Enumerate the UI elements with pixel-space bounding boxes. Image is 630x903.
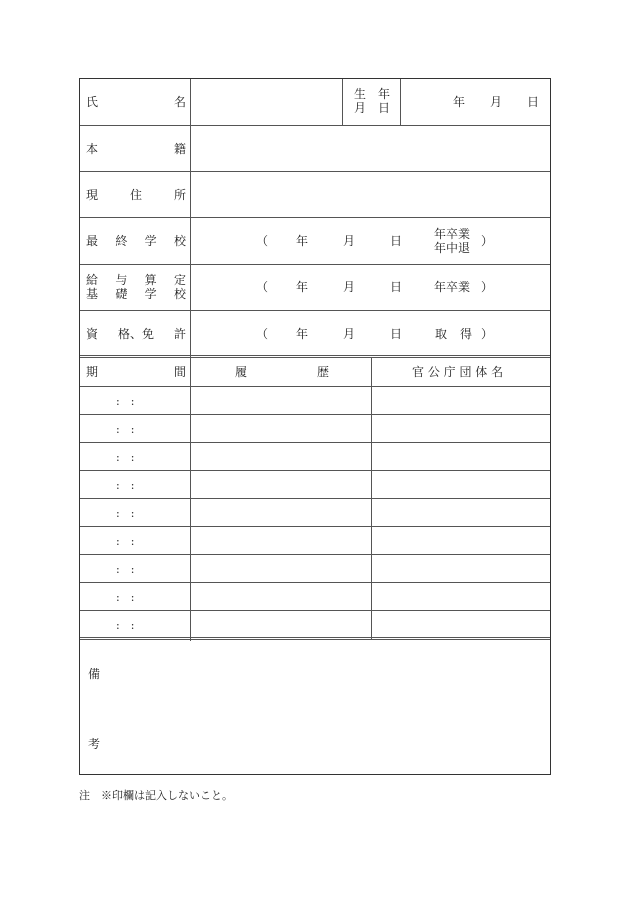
day-unit: 日 bbox=[390, 234, 403, 248]
history-row-period[interactable]: : : bbox=[116, 563, 135, 576]
footnote: 注 ※印欄は記入しないこと。 bbox=[79, 789, 233, 802]
license-label bbox=[86, 327, 186, 341]
close-paren: ） bbox=[481, 234, 494, 248]
label-char: 名 bbox=[173, 95, 186, 109]
birth-label bbox=[354, 87, 390, 115]
label-char: 校 bbox=[173, 234, 186, 248]
birth-day-unit: 日 bbox=[527, 95, 540, 109]
history-row-period[interactable]: : : bbox=[116, 451, 135, 464]
label-char: 氏 bbox=[86, 95, 99, 109]
name-label bbox=[86, 95, 186, 109]
day-unit: 日 bbox=[390, 280, 403, 294]
birth-year-unit: 年 bbox=[453, 95, 466, 109]
graduated-option: 年卒業 bbox=[434, 227, 471, 241]
history-row-period[interactable]: : : bbox=[116, 619, 135, 632]
label-char: 算 bbox=[144, 273, 157, 287]
close-paren: ） bbox=[481, 327, 494, 341]
close-paren: ） bbox=[481, 280, 494, 294]
label-char: 所 bbox=[173, 188, 186, 202]
section-divider bbox=[80, 355, 550, 358]
label-char: 本 bbox=[86, 142, 99, 156]
row-divider bbox=[80, 554, 550, 555]
label-char: 最 bbox=[86, 234, 99, 248]
row-divider bbox=[80, 470, 550, 471]
row-divider bbox=[80, 610, 550, 611]
history-office-header: 官 公 庁 団 体 名 bbox=[412, 365, 504, 379]
label-char: 基 bbox=[86, 287, 99, 301]
month-unit: 月 bbox=[343, 280, 356, 294]
open-paren: （ bbox=[256, 234, 269, 248]
history-career-header: 歴 bbox=[317, 365, 330, 379]
dropped-out-option: 年中退 bbox=[434, 241, 471, 255]
domicile-label bbox=[86, 142, 186, 156]
row-divider bbox=[80, 264, 550, 265]
acquired-char: 取 bbox=[435, 327, 448, 341]
name-field[interactable] bbox=[190, 79, 342, 125]
history-row-period[interactable]: : : bbox=[116, 507, 135, 520]
birth-label-divider bbox=[342, 79, 343, 125]
row-divider bbox=[80, 217, 550, 218]
domicile-field[interactable] bbox=[190, 125, 552, 171]
month-unit: 月 bbox=[343, 234, 356, 248]
graduated-option: 年卒業 bbox=[434, 280, 471, 294]
birth-label-line: 月 日 bbox=[354, 101, 391, 115]
history-row-period[interactable]: : : bbox=[116, 395, 135, 408]
remarks-label: 備 bbox=[88, 667, 101, 681]
label-char: 期 bbox=[86, 365, 99, 379]
history-period-header bbox=[86, 365, 186, 379]
birth-value-divider bbox=[400, 79, 401, 125]
label-char: 格、免 bbox=[117, 327, 154, 341]
day-unit: 日 bbox=[390, 327, 403, 341]
label-char: 許 bbox=[173, 327, 186, 341]
open-paren: （ bbox=[256, 280, 269, 294]
birth-label-line: 生 年 bbox=[354, 87, 391, 101]
birth-month-unit: 月 bbox=[490, 95, 503, 109]
label-char: 住 bbox=[129, 188, 142, 202]
row-divider bbox=[80, 526, 550, 527]
final-school-label bbox=[86, 234, 186, 248]
address-field[interactable] bbox=[190, 171, 552, 217]
year-unit: 年 bbox=[296, 280, 309, 294]
label-char: 校 bbox=[173, 287, 186, 301]
acquired-char: 得 bbox=[460, 327, 473, 341]
personal-history-form bbox=[79, 78, 551, 775]
row-divider bbox=[80, 498, 550, 499]
label-char: 学 bbox=[144, 287, 157, 301]
remarks-field[interactable] bbox=[110, 640, 550, 774]
salary-basis-school-label bbox=[86, 273, 186, 301]
history-column-divider bbox=[371, 358, 372, 639]
remarks-label: 考 bbox=[88, 737, 101, 751]
row-divider bbox=[80, 582, 550, 583]
label-char: 資 bbox=[86, 327, 99, 341]
row-divider bbox=[80, 310, 550, 311]
open-paren: （ bbox=[256, 327, 269, 341]
row-divider bbox=[80, 442, 550, 443]
school-status bbox=[434, 227, 470, 255]
history-row-period[interactable]: : : bbox=[116, 591, 135, 604]
row-divider bbox=[80, 386, 550, 387]
label-char: 給 bbox=[86, 273, 99, 287]
label-char: 籍 bbox=[173, 142, 186, 156]
history-row-period[interactable]: : : bbox=[116, 423, 135, 436]
label-char: 現 bbox=[86, 188, 99, 202]
label-char: 礎 bbox=[115, 287, 128, 301]
label-char: 学 bbox=[144, 234, 157, 248]
label-char: 定 bbox=[173, 273, 186, 287]
history-row-period[interactable]: : : bbox=[116, 479, 135, 492]
year-unit: 年 bbox=[296, 234, 309, 248]
history-row-period[interactable]: : : bbox=[116, 535, 135, 548]
label-char: 与 bbox=[115, 273, 128, 287]
label-char: 終 bbox=[115, 234, 128, 248]
label-char: 間 bbox=[173, 365, 186, 379]
row-divider bbox=[80, 414, 550, 415]
month-unit: 月 bbox=[343, 327, 356, 341]
address-label bbox=[86, 188, 186, 202]
year-unit: 年 bbox=[296, 327, 309, 341]
history-career-header: 履 bbox=[235, 365, 248, 379]
